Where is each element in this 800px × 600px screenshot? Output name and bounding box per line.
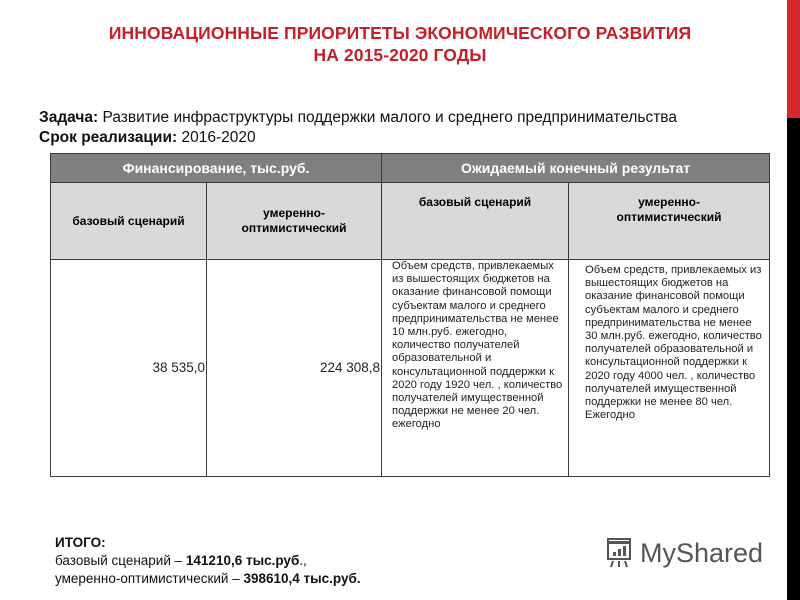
side-accent-red (787, 0, 800, 118)
subheader-result-base: базовый сценарий (382, 183, 569, 260)
header-result: Ожидаемый конечный результат (382, 154, 770, 183)
task-line (39, 108, 677, 128)
totals-block (55, 534, 361, 588)
presentation-board-icon (604, 536, 634, 570)
priorities-table (50, 153, 770, 477)
totals-optimistic-value: 398610,4 тыс.руб. (243, 571, 361, 586)
subheader-funding-base: базовый сценарий (51, 183, 207, 260)
subheader-result-optimistic (569, 183, 770, 260)
totals-optimistic-label: умеренно-оптимистический – (55, 571, 244, 586)
funding-base-value: 38 535,0 (51, 260, 207, 477)
period-line (39, 128, 677, 148)
totals-optimistic (55, 570, 361, 588)
title-line-1: ИННОВАЦИОННЫЕ ПРИОРИТЕТЫ ЭКОНОМИЧЕСКОГО РАЗВИТИЯ (108, 23, 692, 43)
totals-base (55, 552, 361, 570)
period-label: Срок реализации: (39, 129, 178, 146)
task-value: Развитие инфраструктуры поддержки малого и среднего предпринимательства (98, 109, 677, 126)
totals-base-suffix: ., (299, 553, 307, 568)
sub-header-row (51, 183, 770, 260)
task-label: Задача: (39, 109, 99, 126)
result-base-text: Объем средств, привлекаемых из вышестоящих бюджетов на оказание финансовой помощи субъектам малого и среднего предпринимательства не менее 10 млн.руб. ежегодно, количество получателей образовательной и консультационной поддержки к 2020 году 1920 чел. , количество получателей имущественной поддержки не менее 20 чел. ежегодно (382, 260, 569, 477)
subheader-result-optimistic-label: умеренно-оптимистический (616, 195, 722, 224)
task-block (39, 108, 677, 148)
table-row (51, 260, 770, 477)
side-accent-black (787, 118, 800, 600)
watermark-text: MyShared (640, 537, 764, 568)
title-line-2: НА 2015-2020 ГОДЫ (313, 45, 487, 65)
totals-heading: ИТОГО: (55, 535, 106, 550)
watermark-logo (604, 536, 763, 570)
period-value: 2016-2020 (177, 129, 256, 146)
header-funding: Финансирование, тыс.руб. (51, 154, 382, 183)
subheader-funding-optimistic (207, 183, 382, 260)
subheader-funding-optimistic-label: умеренно-оптимистический (241, 206, 347, 235)
group-header-row (51, 154, 770, 183)
funding-optimistic-value: 224 308,8 (207, 260, 382, 477)
result-optimistic-text: Объем средств, привлекаемых из вышестоящих бюджетов на оказание финансовой помощи субъектам малого и среднего предпринимательства не менее 30 млн.руб. ежегодно, количество получателей образовательной и консультационной поддержки к 2020 году 4000 чел. , количество получателей имущественной поддержки не менее 80 чел. Ежегодно (569, 260, 770, 477)
totals-base-value: 141210,6 тыс.руб (185, 553, 300, 568)
slide-title (40, 22, 760, 66)
totals-base-label: базовый сценарий – (55, 553, 186, 568)
